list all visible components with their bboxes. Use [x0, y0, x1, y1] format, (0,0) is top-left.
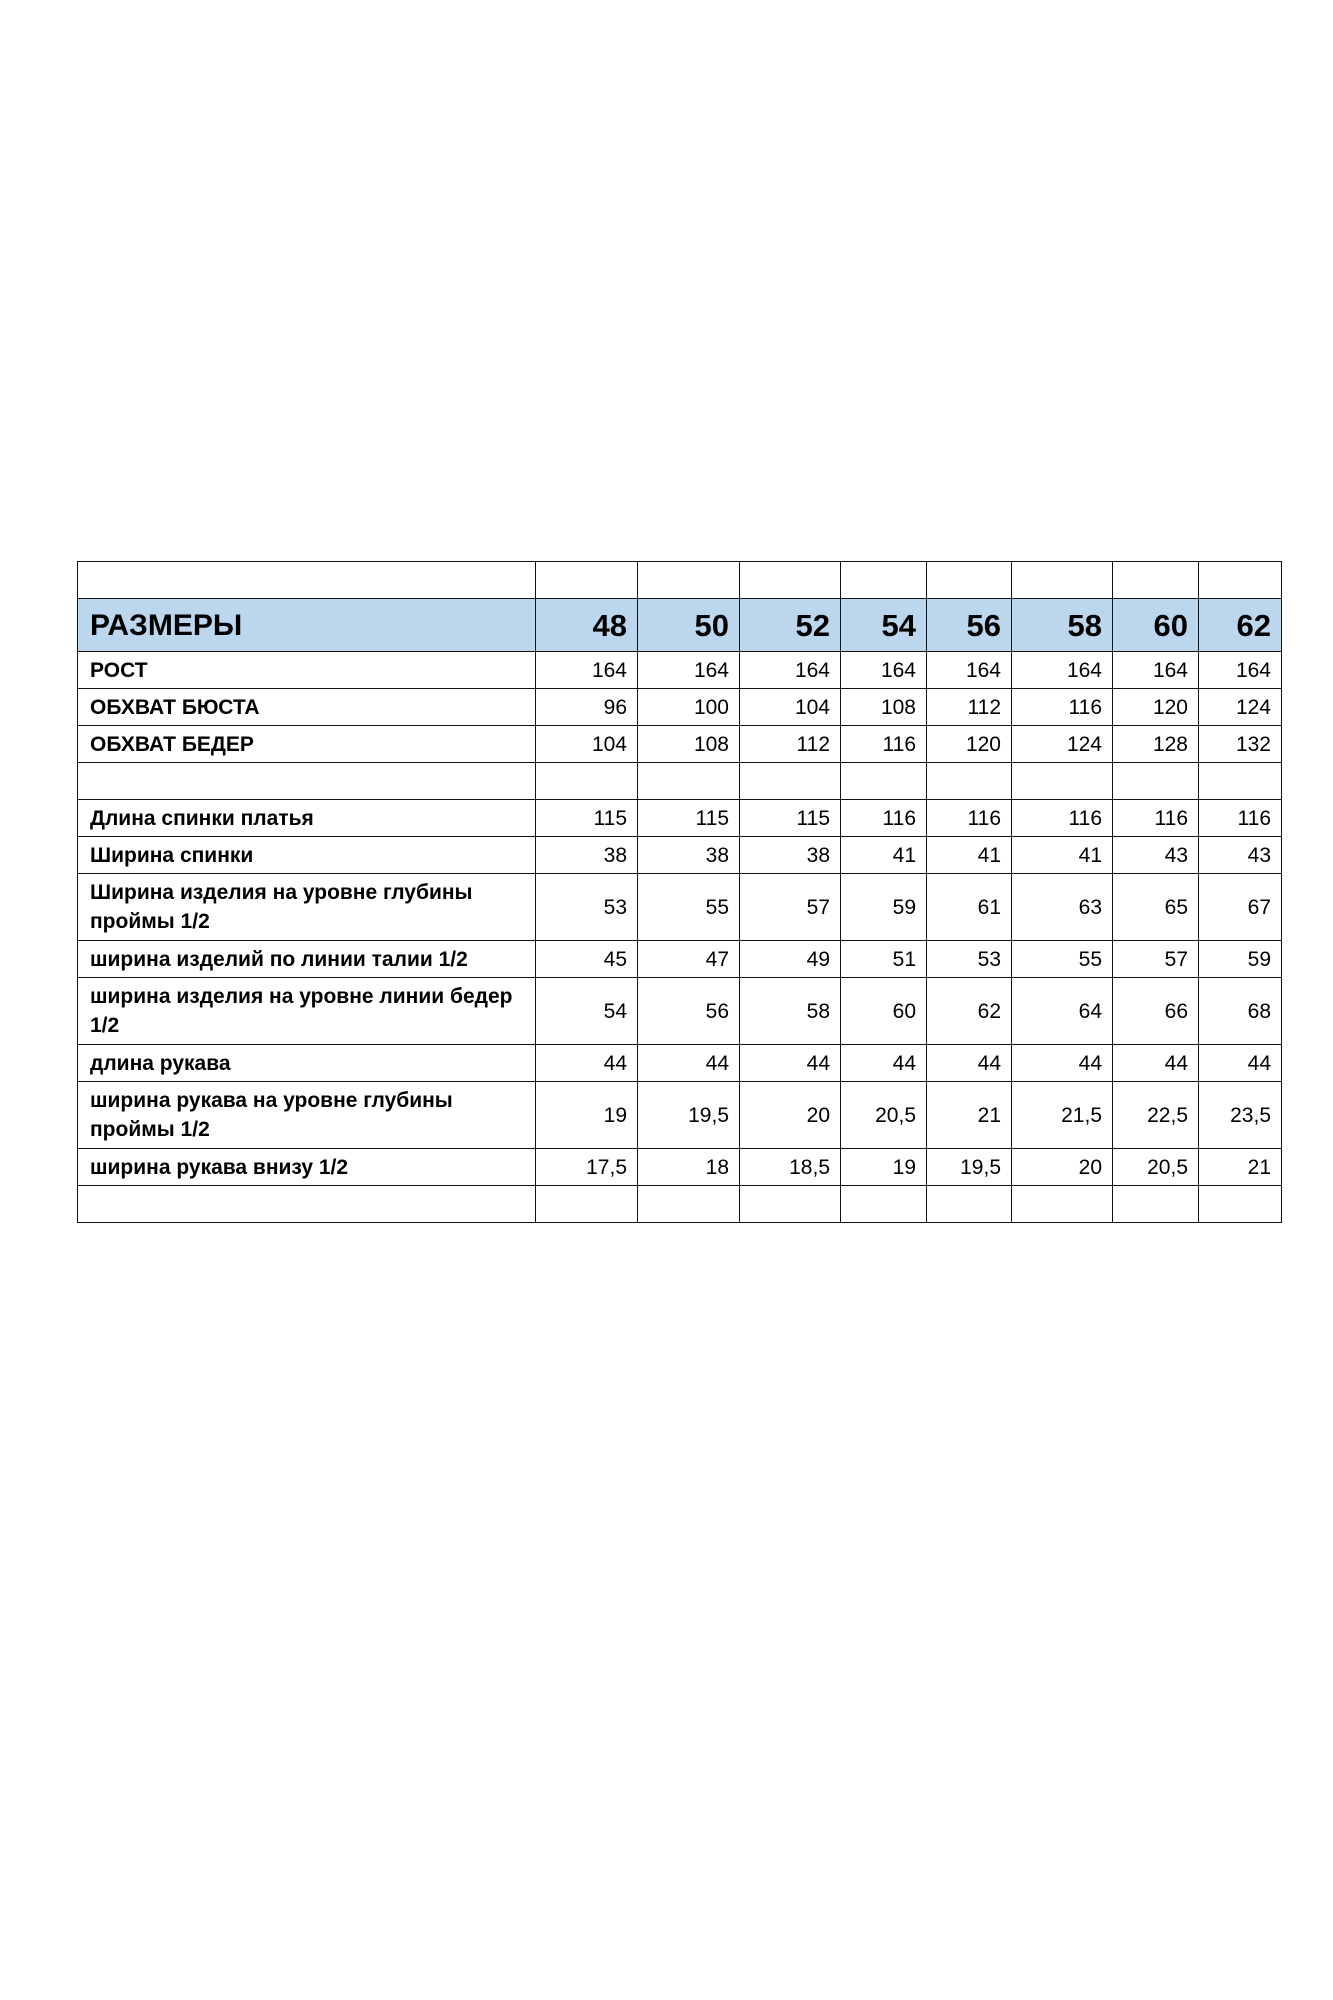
table-row: [78, 726, 1282, 763]
cell-value: 45: [536, 941, 638, 978]
cell-value: 21,5: [1012, 1082, 1113, 1149]
cell-value: 164: [1113, 652, 1199, 689]
cell-value: 19: [841, 1149, 927, 1186]
row-label: длина рукава: [78, 1045, 536, 1082]
cell-value: 20: [1012, 1149, 1113, 1186]
row-label: ОБХВАТ БЮСТА: [78, 689, 536, 726]
cell-value: 115: [740, 800, 841, 837]
size-header: 48: [536, 599, 638, 652]
table-row: [78, 652, 1282, 689]
row-label: Ширина спинки: [78, 837, 536, 874]
cell-value: [927, 763, 1012, 800]
cell-value: 66: [1113, 978, 1199, 1045]
cell-value: 164: [1012, 652, 1113, 689]
cell-value: 44: [536, 1045, 638, 1082]
cell-value: 55: [1012, 941, 1113, 978]
table-row: [78, 837, 1282, 874]
table-row: [78, 1082, 1282, 1149]
cell-value: 115: [536, 800, 638, 837]
cell-value: 100: [638, 689, 740, 726]
row-label: ширина рукава внизу 1/2: [78, 1149, 536, 1186]
size-header: 58: [1012, 599, 1113, 652]
row-label: ширина изделия на уровне линии бедер 1/2: [78, 978, 536, 1045]
row-label: ширина изделий по линии талии 1/2: [78, 941, 536, 978]
cell-value: 55: [638, 874, 740, 941]
cell-value: 116: [1199, 800, 1282, 837]
cell-value: 20: [740, 1082, 841, 1149]
cell-value: 43: [1113, 837, 1199, 874]
cell-value: 68: [1199, 978, 1282, 1045]
cell-value: 59: [841, 874, 927, 941]
row-label: [78, 763, 536, 800]
cell-value: 44: [1199, 1045, 1282, 1082]
cell-value: 58: [740, 978, 841, 1045]
cell-value: 115: [638, 800, 740, 837]
cell-value: 124: [1199, 689, 1282, 726]
cell-value: 19,5: [638, 1082, 740, 1149]
cell-value: 44: [740, 1045, 841, 1082]
row-label: РОСТ: [78, 652, 536, 689]
cell-value: [536, 763, 638, 800]
size-header: 54: [841, 599, 927, 652]
cell-value: 41: [1012, 837, 1113, 874]
cell-value: 61: [927, 874, 1012, 941]
table-row: [78, 763, 1282, 800]
cell-value: 164: [638, 652, 740, 689]
blank-row-top: [78, 562, 1282, 599]
cell-value: 62: [927, 978, 1012, 1045]
cell-value: 108: [841, 689, 927, 726]
cell-value: 47: [638, 941, 740, 978]
cell-value: 124: [1012, 726, 1113, 763]
size-chart-table: [77, 561, 1282, 1223]
cell-value: 54: [536, 978, 638, 1045]
size-header: 60: [1113, 599, 1199, 652]
cell-value: 96: [536, 689, 638, 726]
cell-value: [1113, 763, 1199, 800]
cell-value: 44: [1113, 1045, 1199, 1082]
cell-value: 104: [536, 726, 638, 763]
cell-value: 44: [927, 1045, 1012, 1082]
cell-value: 112: [740, 726, 841, 763]
cell-value: 116: [1113, 800, 1199, 837]
cell-value: 43: [1199, 837, 1282, 874]
cell-value: 65: [1113, 874, 1199, 941]
table-row: [78, 941, 1282, 978]
table-row: [78, 800, 1282, 837]
cell-value: 38: [638, 837, 740, 874]
cell-value: 56: [638, 978, 740, 1045]
cell-value: 164: [927, 652, 1012, 689]
cell-value: 120: [927, 726, 1012, 763]
cell-value: 20,5: [841, 1082, 927, 1149]
table-row: [78, 1045, 1282, 1082]
cell-value: [638, 763, 740, 800]
cell-value: 116: [1012, 800, 1113, 837]
cell-value: 164: [740, 652, 841, 689]
cell-value: 22,5: [1113, 1082, 1199, 1149]
table-row: [78, 1149, 1282, 1186]
cell-value: 17,5: [536, 1149, 638, 1186]
cell-value: 116: [1012, 689, 1113, 726]
cell-value: 128: [1113, 726, 1199, 763]
cell-value: 67: [1199, 874, 1282, 941]
cell-value: 44: [841, 1045, 927, 1082]
size-header: 56: [927, 599, 1012, 652]
cell-value: 104: [740, 689, 841, 726]
cell-value: 108: [638, 726, 740, 763]
cell-value: 57: [1113, 941, 1199, 978]
row-label: Длина спинки платья: [78, 800, 536, 837]
cell-value: 49: [740, 941, 841, 978]
cell-value: 132: [1199, 726, 1282, 763]
table-title: РАЗМЕРЫ: [78, 599, 536, 652]
cell-value: 51: [841, 941, 927, 978]
header-row: [78, 599, 1282, 652]
cell-value: [740, 763, 841, 800]
cell-value: 41: [927, 837, 1012, 874]
cell-value: 21: [927, 1082, 1012, 1149]
cell-value: 38: [536, 837, 638, 874]
size-header: 52: [740, 599, 841, 652]
size-header: 50: [638, 599, 740, 652]
size-header: 62: [1199, 599, 1282, 652]
cell-value: 63: [1012, 874, 1113, 941]
cell-value: 38: [740, 837, 841, 874]
cell-value: 116: [841, 800, 927, 837]
cell-value: 19: [536, 1082, 638, 1149]
cell-value: 18,5: [740, 1149, 841, 1186]
cell-value: 18: [638, 1149, 740, 1186]
row-label: ширина рукава на уровне глубины проймы 1/2: [78, 1082, 536, 1149]
cell-value: 41: [841, 837, 927, 874]
cell-value: 44: [638, 1045, 740, 1082]
cell-value: 64: [1012, 978, 1113, 1045]
table-row: [78, 874, 1282, 941]
cell-value: 19,5: [927, 1149, 1012, 1186]
cell-value: 53: [536, 874, 638, 941]
cell-value: 112: [927, 689, 1012, 726]
cell-value: [841, 763, 927, 800]
cell-value: [1012, 763, 1113, 800]
cell-value: 21: [1199, 1149, 1282, 1186]
cell-value: 44: [1012, 1045, 1113, 1082]
cell-value: 120: [1113, 689, 1199, 726]
table-row: [78, 978, 1282, 1045]
cell-value: 57: [740, 874, 841, 941]
cell-value: 116: [927, 800, 1012, 837]
cell-value: 164: [1199, 652, 1282, 689]
cell-value: 116: [841, 726, 927, 763]
blank-row-bottom: [78, 1186, 1282, 1223]
cell-value: 20,5: [1113, 1149, 1199, 1186]
cell-value: 23,5: [1199, 1082, 1282, 1149]
table-row: [78, 689, 1282, 726]
cell-value: 164: [536, 652, 638, 689]
cell-value: 60: [841, 978, 927, 1045]
cell-value: 53: [927, 941, 1012, 978]
cell-value: 59: [1199, 941, 1282, 978]
cell-value: 164: [841, 652, 927, 689]
row-label: Ширина изделия на уровне глубины проймы 1/2: [78, 874, 536, 941]
row-label: ОБХВАТ БЕДЕР: [78, 726, 536, 763]
cell-value: [1199, 763, 1282, 800]
